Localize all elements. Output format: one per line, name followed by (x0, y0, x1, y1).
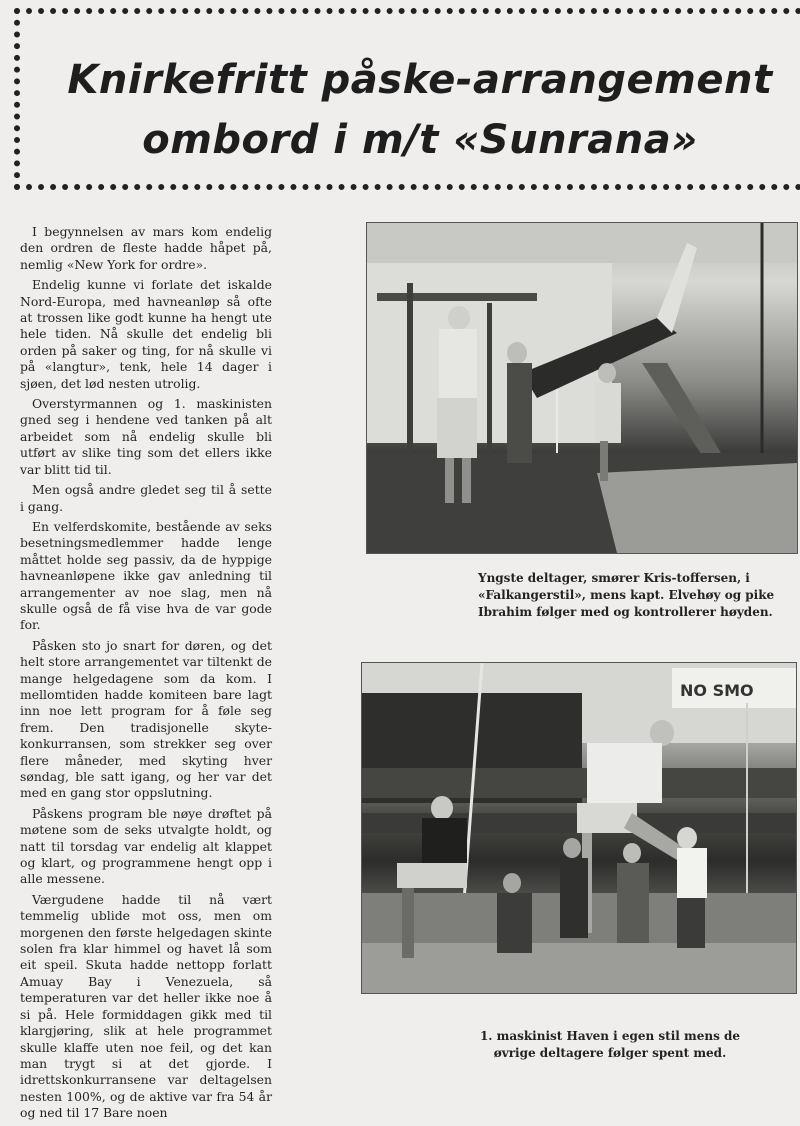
title-line-1: Knirkefritt påske-arrangement (67, 57, 773, 103)
paragraph: Men også andre gledet seg til å sette i gang. (20, 482, 272, 514)
photo2-illustration (362, 663, 796, 993)
paragraph: I begynnelsen av mars kom endelig den ordren de fleste hadde håpet på, nemlig «New York for ordre». (20, 224, 272, 272)
photo1-illustration (367, 223, 797, 553)
paragraph: Påsken sto jo snart for døren, og det helt store arrangementet var tiltenkt de mange helgedagene som da kom. I mellomtiden hadde komiteen bare lagt inn noe lett program for å føle seg frem. Den tradisjonelle skyte-konkurransen, som strekker seg over flere måneder, med skyting hver søndag, ble satt igang, og her var det med en gang stor oppslutning. (20, 637, 272, 801)
high-jump-photo (366, 222, 798, 554)
article-title (40, 50, 800, 170)
ship-sign-text: NO SMO (680, 681, 754, 700)
photo-caption-2: 1. maskinist Haven i egen stil mens de øvrige deltagere følger spent med. (479, 1029, 741, 1060)
hurdle-photo (361, 662, 797, 994)
article-body (20, 224, 272, 1126)
paragraph: Påskens program ble nøye drøftet på møtene som de seks utvalgte holdt, og natt til torsdag var endelig alt klappet og klart, og programmene hengt opp i alle messene. (20, 805, 272, 887)
paragraph: En velferdskomite, bestående av seks besetningsmedlemmer hadde lenge måttet holde seg passiv, da de hyppige havneanløpene ikke gav anledning til arrangementer av noe slag, men nå skulle også de få vise hva de var gode for. (20, 518, 272, 633)
paragraph: Overstyrmannen og 1. maskinisten gned seg i hendene ved tanken på alt arbeidet som nå endelig skulle bli utført av slike ting som det ellers ikke var blitt tid til. (20, 396, 272, 477)
photo-caption-1: Yngste deltager, smører Kris-toffersen, i «Falkangerstil», mens kapt. Elvehøy og pike Ibrahim følger med og kontrollerer høyden. (478, 571, 775, 619)
paragraph: Værgudene hadde til nå vært temmelig ublide mot oss, men om morgenen den første helgedagen skinte solen fra klar himmel og havet lå som eit speil. Skuta hadde nettopp forlatt Amuay Bay i Venezuela, så temperaturen var det heller ikke noe å si på. Hele formiddagen gikk med til klargjøring, slik at hele programmet skulle klaffe uten noe feil, og det kan man trygt si at det gjorde. I idrettskonkurransene var deltagelsen nesten 100%, og de aktive var fra 54 år og ned til 17 Bare noen (20, 891, 272, 1121)
paragraph: Endelig kunne vi forlate det iskalde Nord-Europa, med havneanløp så ofte at trossen like godt kunne ha hengt ute hele tiden. Nå skulle det endelig bli orden på saker og ting, for nå skulle vi på «langtur», tenk, hele 14 dager i sjøen, det lød nesten utrolig. (20, 277, 272, 391)
title-line-2: ombord i m/t «Sunrana» (142, 117, 698, 163)
